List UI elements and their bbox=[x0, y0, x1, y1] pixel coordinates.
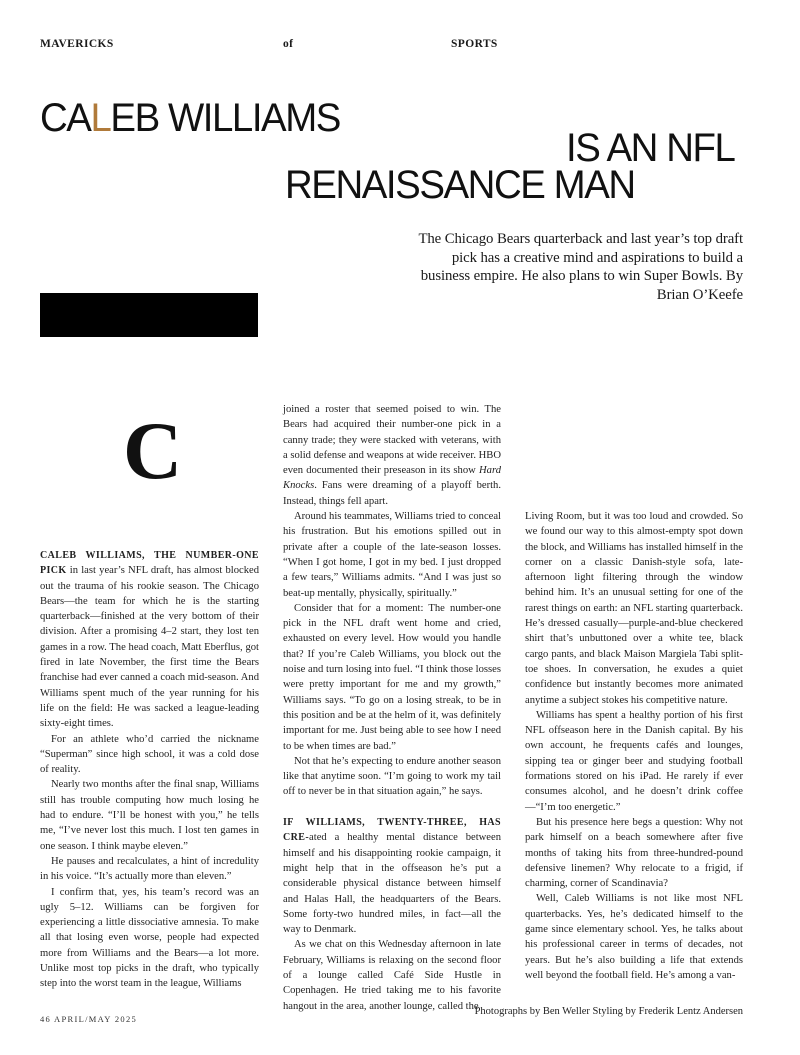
photo-credits: Photographs by Ben Weller Styling by Frederik Lentz Andersen bbox=[474, 1006, 743, 1017]
dek-summary: The Chicago Bears quarterback and last year’s top draft pick has a creative mind and aspirations to build a business empire. He also plans to win Super Bowls. By Brian O’Keefe bbox=[418, 231, 743, 303]
paragraph-text: ated a healthy mental distance between himself and his disappointing rookie campaign, it might help that in the offseason he’s put a considerable physical distance between himself and Halas Hall, the headquarters of the Bears. Some forty-two hundred miles, in fact—all the way to Denmark. bbox=[283, 832, 501, 936]
paragraph-text: . Fans were dreaming of a playoff berth. Instead, things fell apart. bbox=[283, 480, 501, 507]
article-column-1 bbox=[40, 548, 259, 992]
header-section-middle: of bbox=[283, 38, 294, 50]
headline-line-1-suffix: EB WILLIAMS bbox=[110, 96, 340, 140]
paragraph-text: joined a roster that seemed poised to win. The Bears had acquired their number-one pick in a canny trade; they were stacked with veterans, with a solid defense and weapons at wide receiver. HBO even documented their preseason in its show bbox=[283, 404, 501, 477]
paragraph bbox=[283, 815, 501, 937]
paragraph: He pauses and recalculates, a hint of incredulity in his voice. “It’s actually more than eleven.” bbox=[40, 855, 259, 883]
headline-accent-letter: L bbox=[90, 96, 111, 140]
paragraph bbox=[40, 548, 259, 732]
paragraph: Well, Caleb Williams is not like most NFL quarterbacks. Yes, he’s dedicated himself to the game since elementary school. Yes, he talks about his professional career in terms of decades, not years. But he’s also building a life that extends well beyond the football field. He’s among a van- bbox=[525, 893, 743, 981]
headline-line-2: IS AN NFL bbox=[566, 126, 735, 170]
page-folio: 46 APRIL/MAY 2025 bbox=[40, 1014, 138, 1024]
paragraph: I confirm that, yes, his team’s record was an ugly 5–12. Williams can be forgiven for experiencing a little dissociative amnesia. To make all that losing even worse, people had expected more from Williams and the Bears—a lot more. Unlike most top picks in the draft, who typically step into the worst team in the league, Williams bbox=[40, 886, 259, 990]
headline-line-1 bbox=[40, 98, 340, 138]
paragraph: Nearly two months after the final snap, Williams still has trouble computing how much losing he had to endure. “I’ll be honest with you,” he tells me, “I’ve never lost this much. I lost ten games in one season. I think maybe eleven.” bbox=[40, 779, 259, 852]
lead-in-caps: IF WILLIAMS, TWENTY-THREE, HAS CRE- bbox=[283, 817, 501, 844]
paragraph-text: in last year’s NFL draft, has almost blocked out the trauma of his rookie season. The Chicago Bears—the team for which he is the starting quarterback—finished at the very bottom of their division. After a promising 4–2 start, they lost ten games in a row. The head coach, Matt Eberflus, got fired in late November, the first time the Bears franchise had ever canned a coach mid-season. And Williams spent much of the year running for his life on the field: He was sacked a league-leading sixty-eight times. bbox=[40, 565, 259, 730]
paragraph: Not that he’s expecting to endure another season like that anytime soon. “I’m going to work my tail off to never be in that situation again,” he says. bbox=[283, 755, 501, 798]
header-section-left: MAVERICKS bbox=[40, 38, 114, 50]
black-bar bbox=[40, 293, 258, 337]
paragraph: Living Room, but it was too loud and crowded. So we found our way to this almost-empty spot down the block, and Williams has installed himself in the corner on a classic Danish-style sofa, late-afternoon light filtering through the window behind him. It’s an unusual setting for one of the rarest things on earth: an NFL starting quarterback. He’s dressed casually—purple-and-blue checkered shirt that’s unbuttoned over a white tee, black cargo pants, and black Maison Margiela Tabi split-toe shoes. In conversation, he exudes a quiet confidence but instantly becomes more animated anytime a subject stokes his competitive nature. bbox=[525, 511, 743, 706]
paragraph: Consider that for a moment: The number-one pick in the NFL draft went home and cried, exhausted on every level. How would you handle that? If you’re Caleb Williams, you block out the noise and turn losing into fuel. “I think those losses were pretty important for me and my growth,” Williams says. “To go on a losing streak, to be in this position and be at the helm of it, was definitely important for me. Just being able to see how I need to be when times are bad.” bbox=[283, 602, 501, 752]
show-title: Hard Knocks bbox=[283, 465, 501, 492]
paragraph: But his presence here begs a question: Why not park himself on a beach somewhere after five months of taking hits from three-hundred-pound defensive linemen? Why relocate to a frigid, if charming, corner of Scandinavia? bbox=[525, 816, 743, 890]
drop-cap: C bbox=[123, 405, 183, 496]
paragraph: As we chat on this Wednesday afternoon in late February, Williams is relaxing on the second floor of a lounge called Café Side Hustle in Copenhagen. He tried taking me to his favorite hangout in the area, another lounge, called the bbox=[283, 939, 501, 1012]
paragraph: Around his teammates, Williams tried to conceal his frustration. But his emotions spilled out in private after a couple of the late-season losses. “When I got home, I got in my bed. I just dropped a few tears,” Williams admits. “And I was just so beat-up mentally, physically, spiritually.” bbox=[283, 511, 501, 599]
headline-line-3: RENAISSANCE MAN bbox=[285, 163, 635, 207]
article-column-3 bbox=[525, 509, 743, 983]
paragraph: Williams has spent a healthy portion of his first NFL offseason here in the Danish capital. By his own account, he frequents cafés and lounges, sipping tea or ginger beer and studying football formations stored on his iPad. He rarely if ever consumes alcohol, and he doesn’t drink coffee—“I’m too energetic.” bbox=[525, 709, 743, 813]
paragraph bbox=[283, 402, 501, 509]
paragraph: For an athlete who’d carried the nickname “Superman” since high school, it was a cold dose of reality. bbox=[40, 733, 259, 776]
lead-in-caps: CALEB WILLIAMS, THE NUMBER-ONE PICK bbox=[40, 550, 259, 577]
header-section-right: SPORTS bbox=[451, 38, 498, 50]
article-column-2 bbox=[283, 402, 501, 1014]
headline-line-1-prefix: CA bbox=[40, 96, 91, 140]
